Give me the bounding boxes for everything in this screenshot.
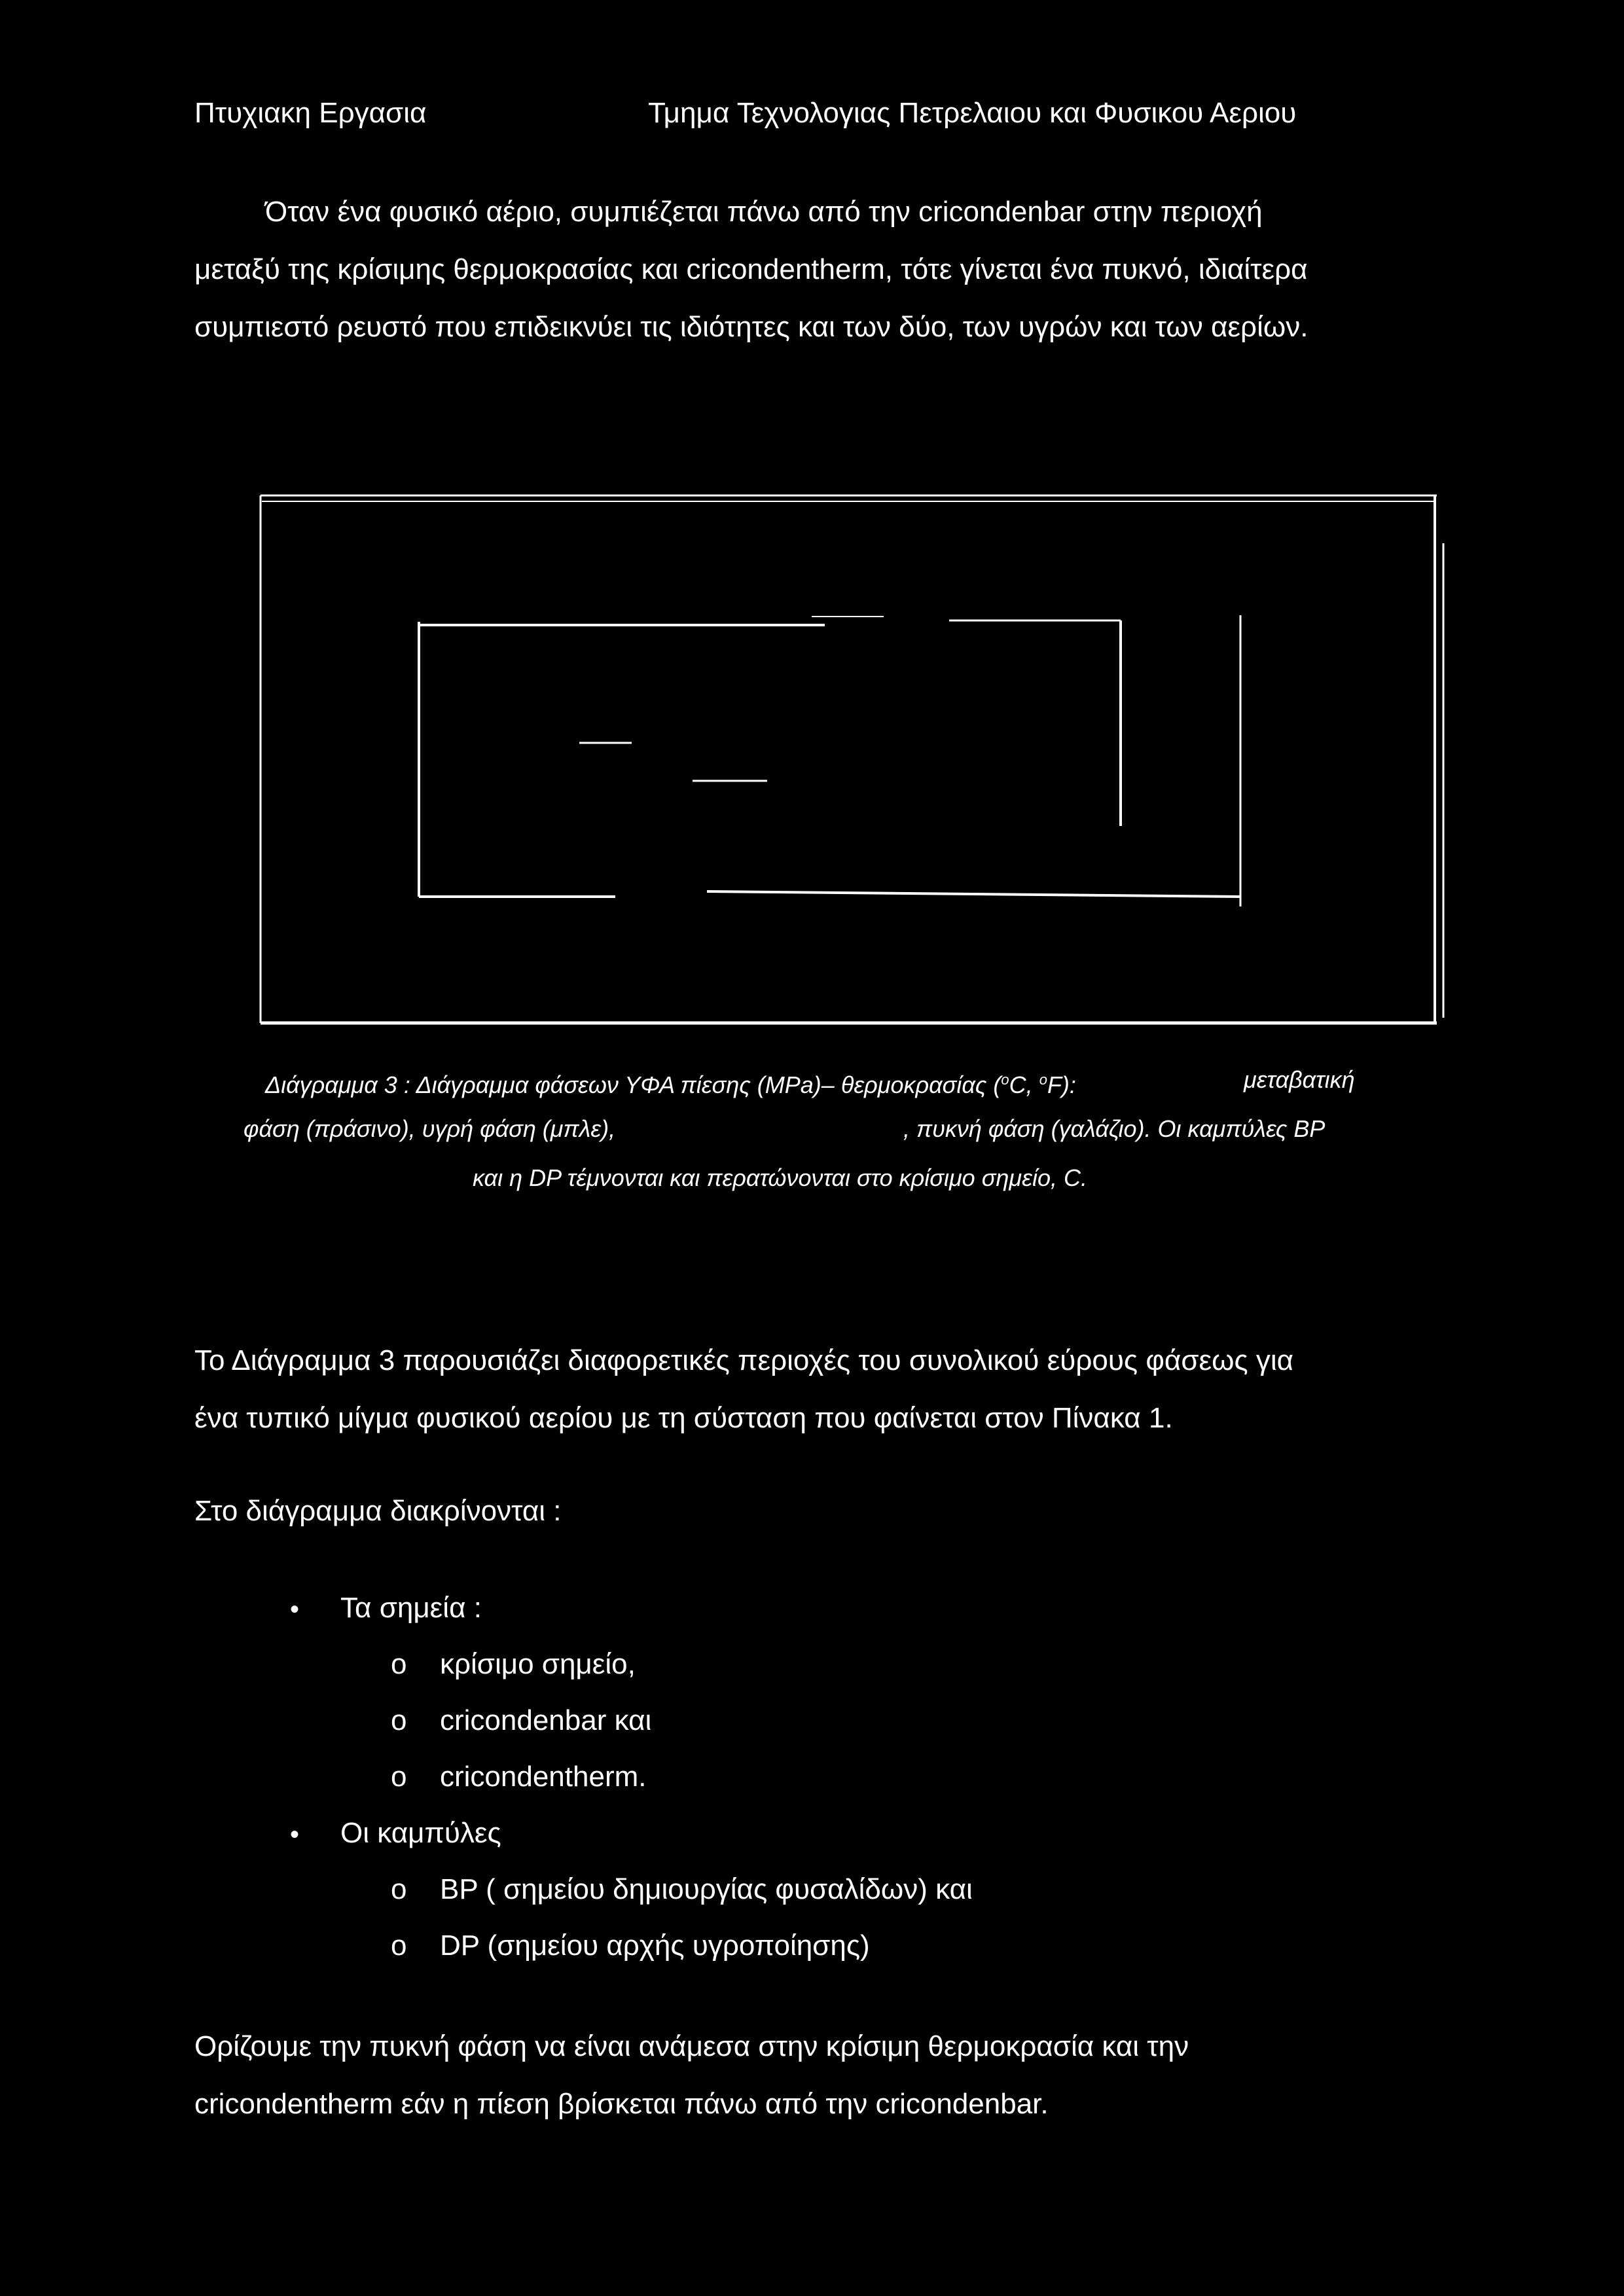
header-left: Πτυχιακη Εργασια	[194, 97, 427, 129]
intro-line-1: Όταν ένα φυσικό αέριο, συμπιέζεται πάνω από την cricondenbar στην περιοχή	[265, 196, 1263, 228]
body-para1-line-2: ένα τυπικό μίγμα φυσικού αερίου με τη σύσταση που φαίνεται στον Πίνακα 1.	[194, 1402, 1173, 1434]
bullet-marker: •	[290, 1595, 300, 1624]
bullet-1-item-1: κρίσιμο σημείο,	[440, 1648, 636, 1680]
sub-marker: o	[391, 1648, 407, 1680]
bullet-2-item-1: BP ( σημείου δημιουργίας φυσαλίδων) και	[440, 1873, 973, 1905]
caption-degree-1: o	[1001, 1071, 1009, 1088]
intro-line-3: συμπιεστό ρευστό που επιδεικνύει τις ιδιότητες και των δύο, των υγρών και των αερίων.	[194, 311, 1308, 343]
closing-line-1: Ορίζουμε την πυκνή φάση να είναι ανάμεσα στην κρίσιμη θερμοκρασία και την	[194, 2030, 1189, 2062]
caption-line1-b: C,	[1009, 1071, 1039, 1098]
bullet-1-item-3: cricondentherm.	[440, 1761, 647, 1793]
bullet-2-label: Οι καμπύλες	[340, 1817, 501, 1849]
bullet-1-label: Τα σημεία :	[340, 1592, 482, 1624]
caption-line2-b: , πυκνή φάση (γαλάζιο). Οι καμπύλες BP	[903, 1115, 1326, 1142]
plot-bottom-right-segment	[707, 891, 1240, 897]
sub-marker: o	[391, 1873, 407, 1905]
intro-line-2: μεταξύ της κρίσιμης θερμοκρασίας και cricondentherm, τότε γίνεται ένα πυκνό, ιδιαίτερα	[194, 253, 1308, 285]
sub-marker: o	[391, 1704, 407, 1736]
header-right: Τμημα Τεχνολογιας Πετρελαιου και Φυσικου Αεριου	[648, 97, 1297, 129]
body-para1-line-1: Το Διάγραμμα 3 παρουσιάζει διαφορετικές περιοχές του συνολικού εύρους φάσεως για	[194, 1344, 1294, 1376]
bullet-2-item-2: DP (σημείου αρχής υγροποίησης)	[440, 1929, 870, 1962]
bullet-marker: •	[290, 1820, 300, 1849]
caption-line1-d: μεταβατική	[1244, 1066, 1355, 1093]
caption-line2-a: φάση (πράσινο), υγρή φάση (μπλε),	[244, 1115, 616, 1142]
caption-line-1	[265, 1057, 1076, 1108]
caption-line1-a: Διάγραμμα 3 : Διάγραμμα φάσεων ΥΦΑ πίεσης (MPa)– θερμοκρασίας (	[265, 1071, 1001, 1098]
list-intro: Στο διάγραμμα διακρίνονται :	[194, 1495, 562, 1527]
sub-marker: o	[391, 1929, 407, 1962]
caption-line-3: και η DP τέμνονται και περατώνονται στο κρίσιμο σημείο, C.	[473, 1164, 1087, 1191]
caption-degree-2: o	[1039, 1071, 1047, 1088]
caption-line1-c: F):	[1047, 1071, 1076, 1098]
bullet-1-item-2: cricondenbar και	[440, 1704, 652, 1736]
sub-marker: o	[391, 1761, 407, 1793]
closing-line-2: cricondentherm εάν η πίεση βρίσκεται πάνω από την cricondenbar.	[194, 2088, 1049, 2120]
